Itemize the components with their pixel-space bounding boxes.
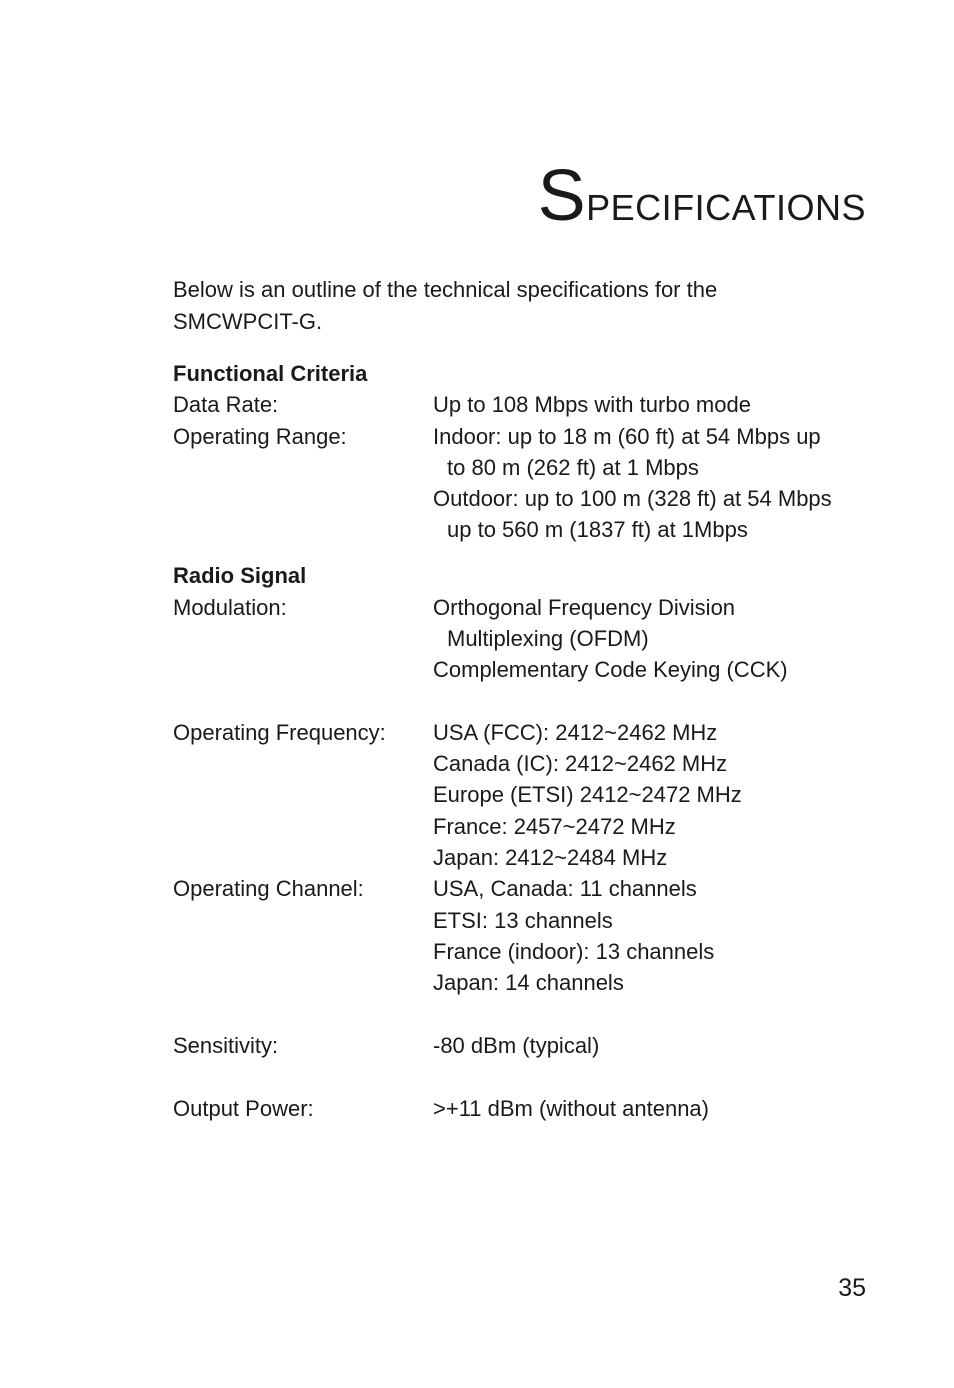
spec-value-frequency-japan: Japan: 2412~2484 MHz — [433, 845, 668, 870]
page-title-rest: pecifications — [586, 174, 866, 231]
spec-value-sensitivity: -80 dBm (typical) — [433, 1033, 600, 1058]
spec-value-frequency-europe: Europe (ETSI) 2412~2472 MHz — [433, 782, 742, 807]
spec-value-operating-range-indoor: Indoor: up to 18 m (60 ft) at 54 Mbps up — [433, 424, 821, 449]
page-title — [537, 156, 866, 236]
spec-value-modulation-ofdm-cont: Multiplexing (OFDM) — [447, 626, 649, 651]
spec-value-channel-japan: Japan: 14 channels — [433, 970, 624, 995]
spec-label-operating-channel: Operating Channel: — [173, 876, 364, 901]
spec-value-operating-range-indoor-cont: to 80 m (262 ft) at 1 Mbps — [447, 455, 699, 480]
spec-value-channel-usa-canada: USA, Canada: 11 channels — [433, 876, 697, 901]
spec-label-output-power: Output Power: — [173, 1096, 314, 1121]
spec-label-operating-range: Operating Range: — [173, 424, 347, 449]
spec-value-frequency-canada: Canada (IC): 2412~2462 MHz — [433, 751, 728, 776]
spec-value-operating-range-outdoor-cont: up to 560 m (1837 ft) at 1Mbps — [447, 517, 748, 542]
spec-value-modulation-ofdm: Orthogonal Frequency Division — [433, 595, 736, 620]
section-heading-radio-signal: Radio Signal — [173, 563, 307, 588]
spec-value-frequency-france: France: 2457~2472 MHz — [433, 814, 676, 839]
spec-value-channel-etsi: ETSI: 13 channels — [433, 908, 613, 933]
spec-label-data-rate: Data Rate: — [173, 392, 279, 417]
spec-value-output-power: >+11 dBm (without antenna) — [433, 1096, 709, 1121]
spec-value-operating-range-outdoor: Outdoor: up to 100 m (328 ft) at 54 Mbps — [433, 486, 832, 511]
spec-label-operating-frequency: Operating Frequency: — [173, 720, 386, 745]
spec-label-sensitivity: Sensitivity: — [173, 1033, 279, 1058]
spec-label-modulation: Modulation: — [173, 595, 287, 620]
intro-paragraph: Below is an outline of the technical specifications for the SMCWPCIT-G. — [173, 277, 718, 334]
spec-value-channel-france: France (indoor): 13 channels — [433, 939, 715, 964]
section-heading-functional-criteria: Functional Criteria — [173, 361, 368, 386]
spec-value-modulation-cck: Complementary Code Keying (CCK) — [433, 657, 788, 682]
page-number: 35 — [838, 1274, 866, 1302]
spec-value-data-rate: Up to 108 Mbps with turbo mode — [433, 392, 751, 417]
spec-value-frequency-usa: USA (FCC): 2412~2462 MHz — [433, 720, 718, 745]
page-title-initial: S — [537, 156, 587, 236]
